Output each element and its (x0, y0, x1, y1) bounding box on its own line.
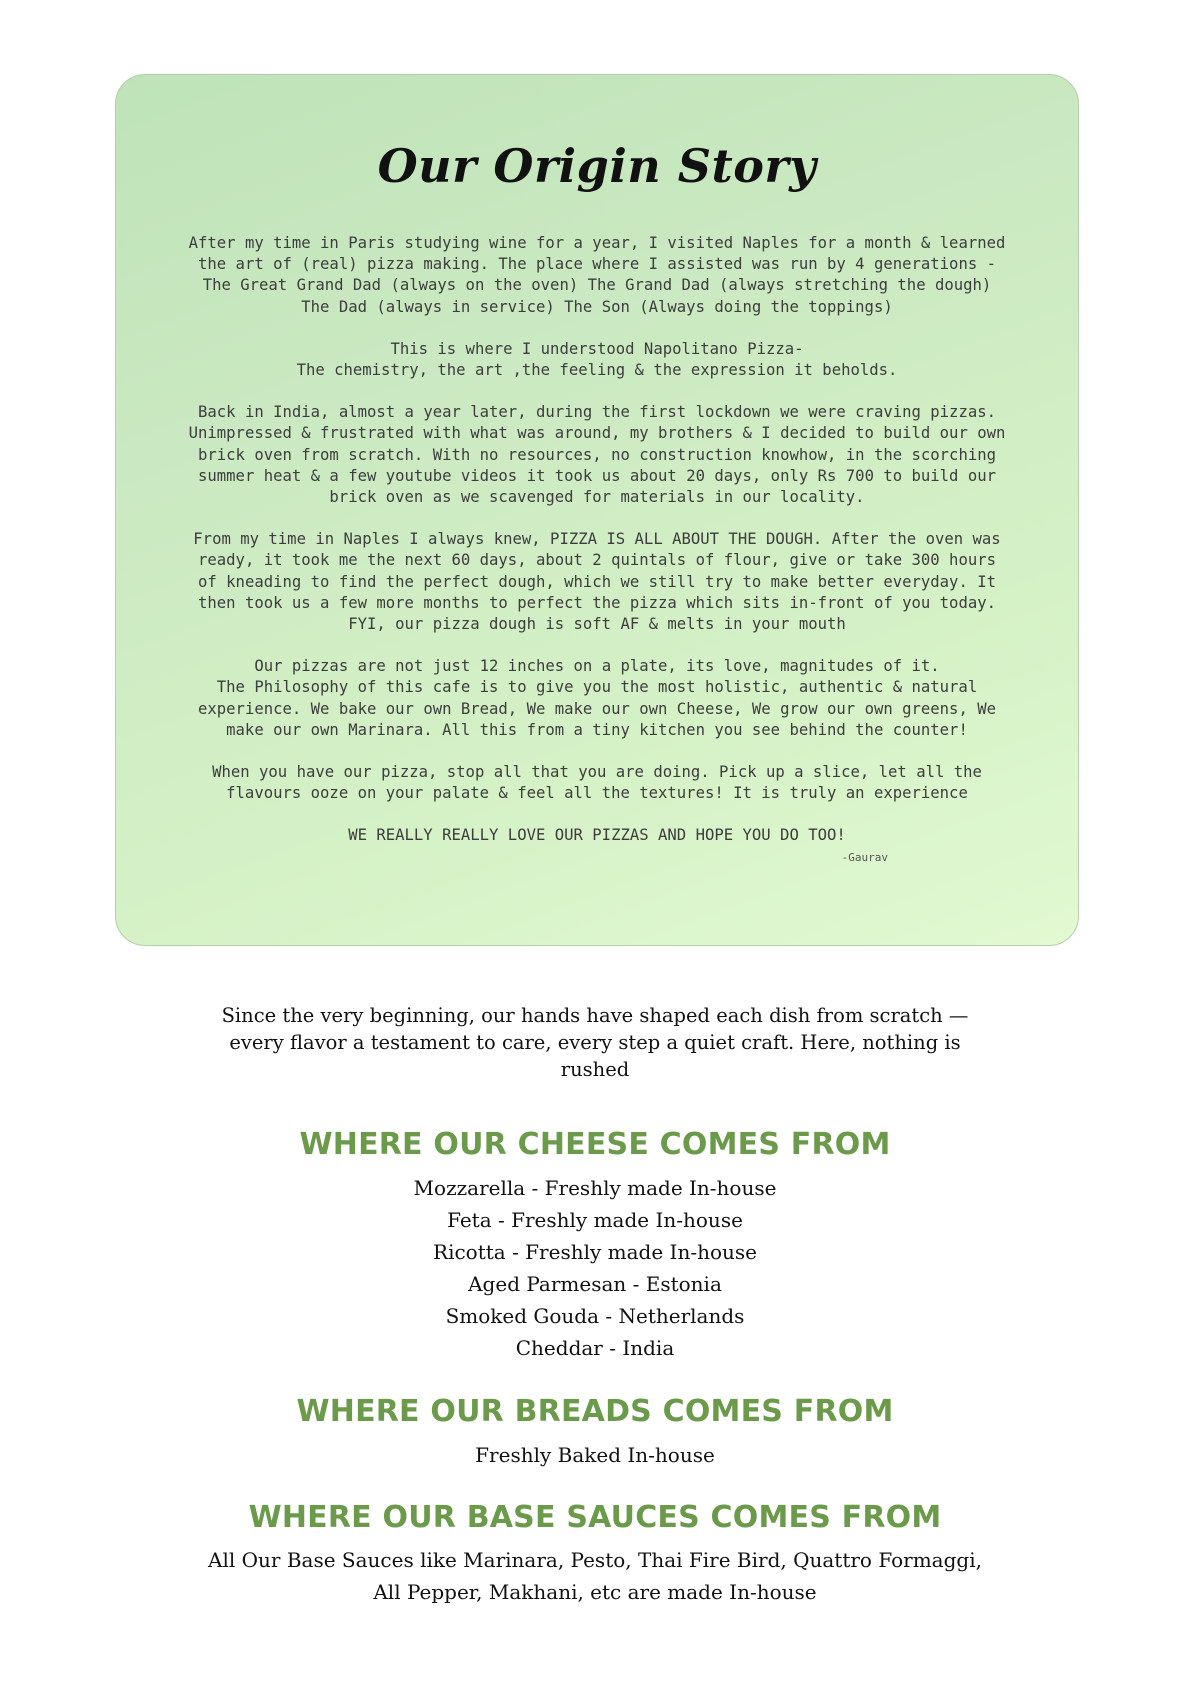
story-closing: WE REALLY REALLY LOVE OUR PIZZAS AND HOPE YOU DO TOO! (348, 826, 846, 845)
story-paragraph: Our pizzas are not just 12 inches on a plate, its love, magnitudes of it. The Philosophy of this cafe is to give you the most holistic, authentic & natural experience. We bake our own Bread, We make our own Cheese, We grow our own greens, We make our own Marinara. All this from a tiny kitchen you see behind the counter! (198, 657, 996, 739)
story-paragraph: From my time in Naples I always knew, PIZZA IS ALL ABOUT THE DOUGH. After the oven was ready, it took me the next 60 days, about 2 quintals of flour, give or take 300 hours of kneading to find the perfect dough, which we still try to make better everyday. It then took us a few more months to perfect the pizza which sits in-front of you today. FYI, our pizza dough is soft AF & melts in your mouth (193, 530, 1001, 634)
cheese-list (0, 1172, 1190, 1364)
story-body (186, 233, 1008, 847)
story-paragraph: After my time in Paris studying wine for a year, I visited Naples for a month & learned the art of (real) pizza making. The place where I assisted was run by 4 generations - The Great Grand Dad (always on the oven) The Grand Dad (always stretching the dough) The Dad (always in service) The Son (Always doing the toppings) (188, 234, 1006, 316)
cheese-item: Mozzarella - Freshly made In-house (413, 1176, 777, 1200)
cheese-item: Aged Parmesan - Estonia (468, 1272, 722, 1296)
cheese-item: Smoked Gouda - Netherlands (445, 1304, 745, 1328)
origin-story-card (115, 74, 1079, 946)
story-title: Our Origin Story (377, 139, 817, 193)
breads-heading: WHERE OUR BREADS COMES FROM (296, 1394, 894, 1429)
sauces-heading: WHERE OUR BASE SAUCES COMES FROM (248, 1500, 942, 1535)
cheese-item: Cheddar - India (515, 1336, 675, 1360)
cheese-item: Ricotta - Freshly made In-house (433, 1240, 757, 1264)
intro-text: Since the very beginning, our hands have shaped each dish from scratch — every flavor a testament to care, every step a quiet craft. Here, nothing is rushed (221, 1004, 969, 1081)
cheese-heading: WHERE OUR CHEESE COMES FROM (299, 1127, 891, 1162)
story-paragraph: Back in India, almost a year later, during the first lockdown we were craving pizzas. Unimpressed & frustrated with what was around, my brothers & I decided to build our own brick oven from scratch. With no resources, no construction knowhow, in the scorching summer heat & a few youtube videos it took us about 20 days, only Rs 700 to build our brick oven as we scavenged for materials in our locality. (188, 403, 1006, 507)
story-paragraph: When you have our pizza, stop all that you are doing. Pick up a slice, let all the flavours ooze on your palate & feel all the textures! It is truly an experience (212, 763, 982, 803)
cheese-item: Feta - Freshly made In-house (447, 1208, 743, 1232)
bread-item: Freshly Baked In-house (475, 1443, 715, 1467)
breads-list (0, 1439, 1190, 1471)
story-paragraph: This is where I understood Napolitano Pizza- The chemistry, the art ,the feeling & the expression it beholds. (296, 339, 898, 380)
sauces-text: All Our Base Sauces like Marinara, Pesto, Thai Fire Bird, Quattro Formaggi, All Pepper, Makhani, etc are made In-house (208, 1548, 982, 1604)
story-signature: -Gaurav (841, 851, 888, 864)
